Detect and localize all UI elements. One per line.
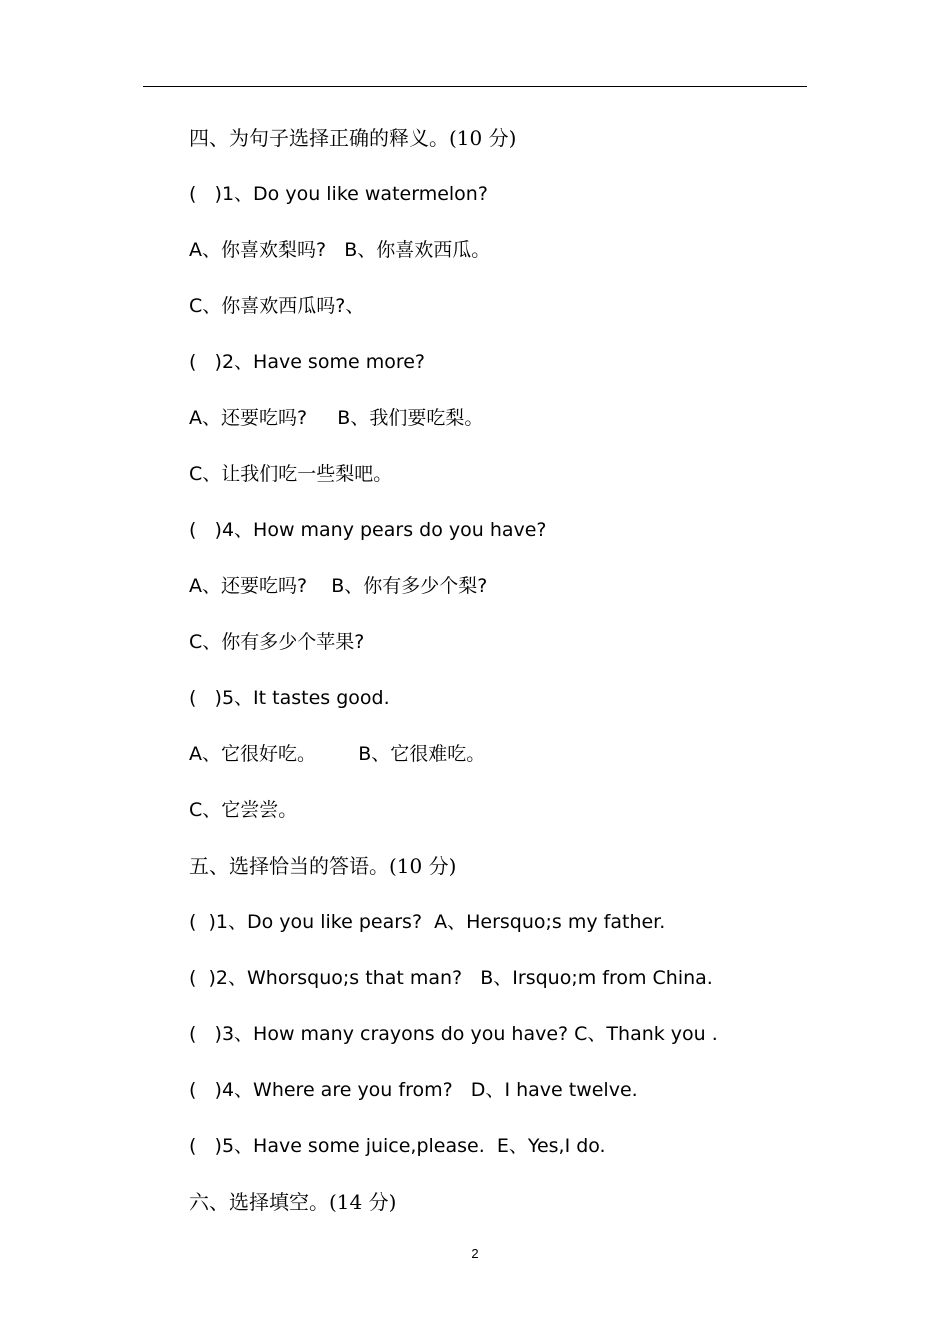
section-4-line: A、它很好吃。 B、它很难吃。 (189, 743, 486, 765)
section-5-line: ( )1、Do you like pears? A、Hersquo;s my father. (189, 911, 666, 933)
section-4-line: ( )1、Do you like watermelon? (189, 183, 488, 205)
section-4-line: C、它尝尝。 (189, 799, 298, 821)
section-5-line: ( )2、Whorsquo;s that man? B、Irsquo;m from China. (189, 967, 713, 989)
section-4-title: 四、为句子选择正确的释义。(10 分) (189, 126, 517, 150)
header-rule (143, 86, 807, 87)
section-5-title: 五、选择恰当的答语。(10 分) (189, 854, 457, 878)
section-4-line: ( )5、It tastes good. (189, 687, 390, 709)
section-4-line: A、还要吃吗? B、我们要吃梨。 (189, 407, 484, 429)
section-4-line: ( )4、How many pears do you have? (189, 519, 547, 541)
section-4-line: C、让我们吃一些梨吧。 (189, 463, 393, 485)
section-6-title: 六、选择填空。(14 分) (189, 1190, 397, 1214)
page-content (189, 120, 829, 1240)
section-4-line: C、你有多少个苹果? (189, 631, 365, 653)
section-5-line: ( )4、Where are you from? D、I have twelve. (189, 1079, 638, 1101)
section-4-line: A、还要吃吗? B、你有多少个梨? (189, 575, 488, 597)
section-5-line: ( )5、Have some juice,please. E、Yes,I do. (189, 1135, 606, 1157)
section-4-line: C、你喜欢西瓜吗?、 (189, 295, 365, 317)
section-4-line: A、你喜欢梨吗? B、你喜欢西瓜。 (189, 239, 491, 261)
section-5-line: ( )3、How many crayons do you have? C、Thank you . (189, 1023, 718, 1045)
page-number: 2 (471, 1246, 479, 1261)
section-4-line: ( )2、Have some more? (189, 351, 425, 373)
